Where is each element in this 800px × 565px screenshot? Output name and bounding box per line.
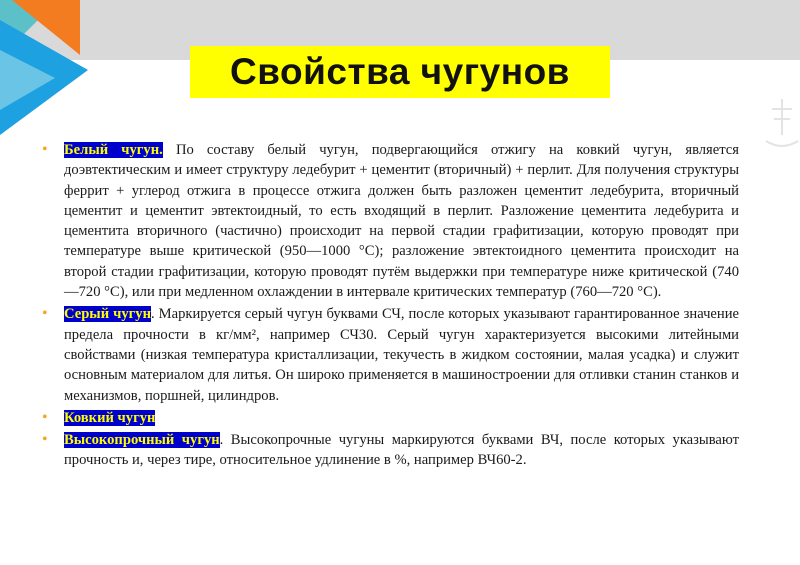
bullet-icon: • xyxy=(42,141,48,158)
title-box xyxy=(190,46,610,98)
list-item xyxy=(42,408,739,428)
list-item xyxy=(42,140,739,302)
page-title: Свойства чугунов xyxy=(230,51,570,92)
item-text: По составу белый чугун, подвергающийся отжигу на ковкий чугун, является доэвтектическим и имеет структуру ледебурит + цементит (вторичный) + перлит. Для получения структуры феррит + углерод отжига в процессе отжига должен быть разложен цементит ледебурита, вторичный цементит и цементит эвтектоидный, то есть входящий в перлит. Разложение цементита ледебурита и цементита вторичного (частично) происходит на первой стадии графитизации, которую проводят при температуре выше критической (950—1000 °С); разложение эвтектоидного цементита происходит на второй стадии графитизации, которую проводят путём выдержки при температуре ниже критической (740—720 °С), или при медленном охлаждении в интервале критических температур (760—720 °С). xyxy=(64,142,739,301)
term-highlight: Высокопрочный чугун xyxy=(64,432,220,449)
content-list xyxy=(42,140,739,473)
term-highlight: Белый чугун. xyxy=(64,142,163,158)
term-highlight: Ковкий чугун xyxy=(64,409,156,426)
item-text: . Высокопрочные чугуны маркируются буквами ВЧ, после которых указывают прочность и, через тире, относительное удлинение в %, например ВЧ60-2. xyxy=(64,432,739,469)
list-item xyxy=(42,304,739,405)
bullet-icon: • xyxy=(42,431,48,449)
corner-triangles-icon xyxy=(0,0,130,140)
emblem-watermark-icon xyxy=(760,95,800,155)
bullet-icon: • xyxy=(42,305,48,323)
item-text: . Маркируется серый чугун буквами СЧ, после которых указывают гарантированное значение предела прочности в кг/мм², например СЧ30. Серый чугун характеризуется высокими литейными свойствами (низкая температура кристаллизации, текучесть в жидком состоянии, малая усадка) и служит основным материалом для литья. Он широко применяется в машиностроении для отливки станин станков и механизмов, поршней, цилиндров. xyxy=(64,306,739,404)
term-highlight: Серый чугун xyxy=(64,306,151,323)
list-item xyxy=(42,430,739,471)
bullet-icon: • xyxy=(42,408,48,426)
